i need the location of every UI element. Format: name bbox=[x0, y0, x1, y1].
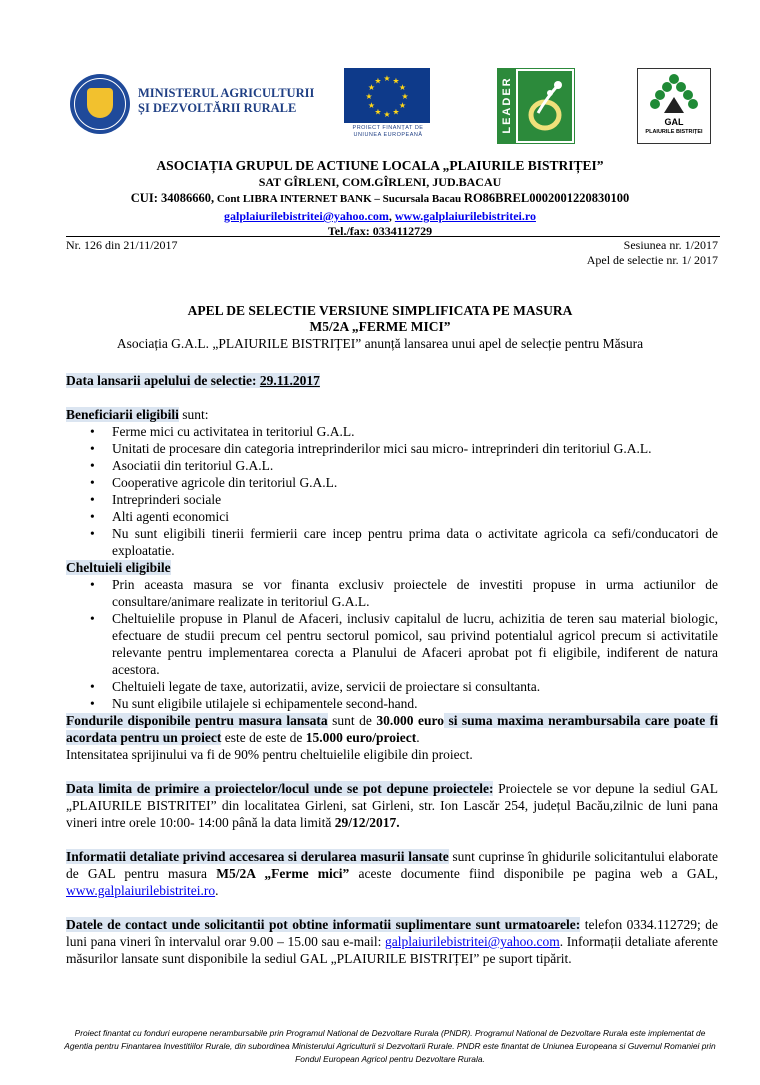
header-divider bbox=[66, 236, 720, 237]
list-item: • Nu sunt eligibile utilajele si echipamentele second-hand. bbox=[112, 695, 718, 712]
eu-logo bbox=[344, 68, 432, 143]
website-link[interactable]: www.galplaiurilebistritei.ro bbox=[394, 209, 536, 223]
organization-address: SAT GÎRLENI, COM.GÎRLENI, JUD.BACAU bbox=[258, 175, 502, 189]
svg-text:★: ★ bbox=[374, 76, 382, 86]
expenses-heading: Cheltuieli eligibile bbox=[66, 560, 171, 575]
launch-date: Data lansarii apelului de selectie: 29.11.2017 bbox=[66, 373, 320, 388]
logo-bar bbox=[0, 66, 760, 148]
svg-text:★: ★ bbox=[392, 76, 400, 86]
eu-flag-icon bbox=[344, 68, 430, 123]
list-item: • Cheltuieli legate de taxe, autorizatii, avize, servicii de proiectare si consultanta. bbox=[112, 678, 718, 695]
funds-paragraph: Fondurile disponibile pentru masura lansata sunt de 30.000 euro si suma maxima nerambursabila care poate fi acordata pentru un proiect este de este de 15.000 euro/proiect. bbox=[66, 713, 719, 745]
list-item: • Ferme mici cu activitatea in teritoriul G.A.L. bbox=[112, 423, 718, 440]
romanian-government-seal-icon bbox=[70, 74, 130, 134]
beneficiaries-heading: Beneficiarii eligibili sunt: bbox=[66, 407, 209, 422]
svg-text:★: ★ bbox=[398, 83, 407, 92]
website-link[interactable]: www.galplaiurilebistritei.ro bbox=[66, 883, 216, 898]
list-item: • Unitati de procesare din categoria intreprinderilor mici sau micro- intreprinderi din teritoriul G.A.L. bbox=[112, 440, 718, 457]
list-item: • Nu sunt eligibili tinerii fermierii care incep pentru prima data o activitate agricola ca sefi/conducatori de exploatatie. bbox=[112, 525, 718, 559]
list-item: • Alti agenti economici bbox=[112, 508, 718, 525]
info-paragraph: Informatii detaliate privind accesarea si derularea masurii lansate sunt cuprinse în ghidurile solicitantului elaborate de GAL pentru masura M5/2A „Ferme mici” aceste documente fiind disponibile pe pagina web a GAL, www.galplaiurilebistritei.ro. bbox=[66, 849, 718, 898]
organization-header bbox=[0, 157, 760, 238]
list-item: • Cheltuielile propuse in Planul de Afaceri, inclusiv capitalul de lucru, achizitia de teren sau material biologic, efectuare de studii precum cel pentru sectorul pomicol, sau privind potentialul agricol precum si activitatile relevante pentru implementarea corecta a Planului de Afaceri aprobat pot fi eligibile, indiferent de natura acestora. bbox=[112, 610, 718, 678]
ministry-name: MINISTERUL AGRICULTURII ȘI DEZVOLTĂRII RURALE bbox=[138, 86, 315, 115]
organization-bank-info: CUI: 34086660, Cont LIBRA INTERNET BANK – Sucursala Bacau RO86BREL0002001220830100 bbox=[130, 191, 630, 205]
list-item: • Cooperative agricole din teritoriul G.A.L. bbox=[112, 474, 718, 491]
svg-text:★: ★ bbox=[367, 83, 376, 92]
organization-name: ASOCIAȚIA GRUPUL DE ACTIUNE LOCALA „PLAIURILE BISTRIȚEI” bbox=[156, 158, 604, 173]
session-number: Sesiunea nr. 1/2017 bbox=[623, 238, 718, 252]
document-body bbox=[66, 372, 718, 967]
title-line-2: M5/2A „FERME MICI” bbox=[309, 319, 451, 334]
expenses-list bbox=[66, 576, 718, 712]
page-footer: Proiect finantat cu fonduri europene nerambursabile prin Programul National de Dezvoltare Rurala (PNDR). Programul National de Dezvoltare Rurala este implementat de Agentia pentru Finantarea Investitiilor Rurale, din subordinea Ministerului Agriculturii si Dezvoltarii Rurale. PNDR este finantat de Uniunea Europeana si Guvernul Romaniei prin Fondul European Agricol pentru Dezvoltare Rurala. bbox=[64, 1028, 716, 1064]
ministry-logo bbox=[70, 74, 315, 136]
gal-logo: GAL PLAIURILE BISTRIȚEI bbox=[637, 68, 711, 144]
beneficiaries-list bbox=[66, 423, 718, 559]
deadline-paragraph: Data limita de primire a proiectelor/locul unde se pot depune proiectele: Proiectele se vor depune la sediul GAL „PLAIURILE BISTRITEI” din localitatea Girleni, sat Girleni, str. Ion Lascăr 254, județul Bacău,zilnic de luni pana vineri intre orele 10:00- 14:00 până la data limită 29/12/2017. bbox=[66, 781, 718, 830]
intensity-paragraph: Intensitatea sprijinului va fi de 90% pentru cheltuielile eligibile din proiect. bbox=[66, 747, 473, 762]
svg-text:★: ★ bbox=[367, 101, 376, 110]
announcement: Asociația G.A.L. „PLAIURILE BISTRIȚEI” anunță lansarea unui apel de selecție pentru Măsura bbox=[116, 336, 644, 351]
call-number: Apel de selectie nr. 1/ 2017 bbox=[586, 253, 718, 267]
list-item: • Asociatii din teritoriul G.A.L. bbox=[112, 457, 718, 474]
email-link[interactable]: galplaiurilebistritei@yahoo.com bbox=[224, 209, 389, 223]
organization-links: galplaiurilebistritei@yahoo.com, www.galplaiurilebistritei.ro bbox=[224, 209, 536, 223]
email-link[interactable]: galplaiurilebistritei@yahoo.com bbox=[385, 934, 560, 949]
svg-text:★: ★ bbox=[392, 107, 400, 117]
document-title bbox=[0, 303, 760, 352]
svg-text:★: ★ bbox=[365, 92, 373, 101]
svg-text:★: ★ bbox=[383, 110, 391, 119]
list-item: • Intreprinderi sociale bbox=[112, 491, 718, 508]
title-line-1: APEL DE SELECTIE VERSIUNE SIMPLIFICATA PE MASURA bbox=[187, 303, 573, 318]
eu-caption: PROIECT FINANȚAT DE UNIUNEA EUROPEANĂ bbox=[352, 125, 424, 138]
contact-paragraph: Datele de contact unde solicitantii pot obtine informatii suplimentare sunt urmatoarele: telefon 0334.112729; de luni pana vineri în intervalul orar 9.00 – 15.00 sau e-mail: galplaiurilebistritei@yahoo.com. Informații detaliate aferente măsurilor lansate sunt disponibile la sediul GAL „PLAIURILE BISTRIȚEI” pe suport tipărit. bbox=[66, 917, 719, 966]
leader-logo: LEADER bbox=[497, 68, 575, 144]
session-info bbox=[587, 238, 718, 268]
svg-text:★: ★ bbox=[401, 92, 409, 101]
document-number: Nr. 126 din 21/11/2017 bbox=[66, 238, 178, 252]
svg-text:★: ★ bbox=[383, 74, 391, 83]
gal-tree-icon bbox=[650, 73, 698, 119]
svg-text:★: ★ bbox=[398, 101, 407, 110]
list-item: • Prin aceasta masura se vor finanta exclusiv proiectele de investiti propuse in urma actiunilor de consultare/animare realizate in teritoriul G.A.L. bbox=[112, 576, 718, 610]
leader-tree-icon bbox=[518, 71, 572, 141]
svg-text:★: ★ bbox=[374, 107, 382, 117]
organization-phone: Tel./fax: 0334112729 bbox=[327, 224, 433, 238]
